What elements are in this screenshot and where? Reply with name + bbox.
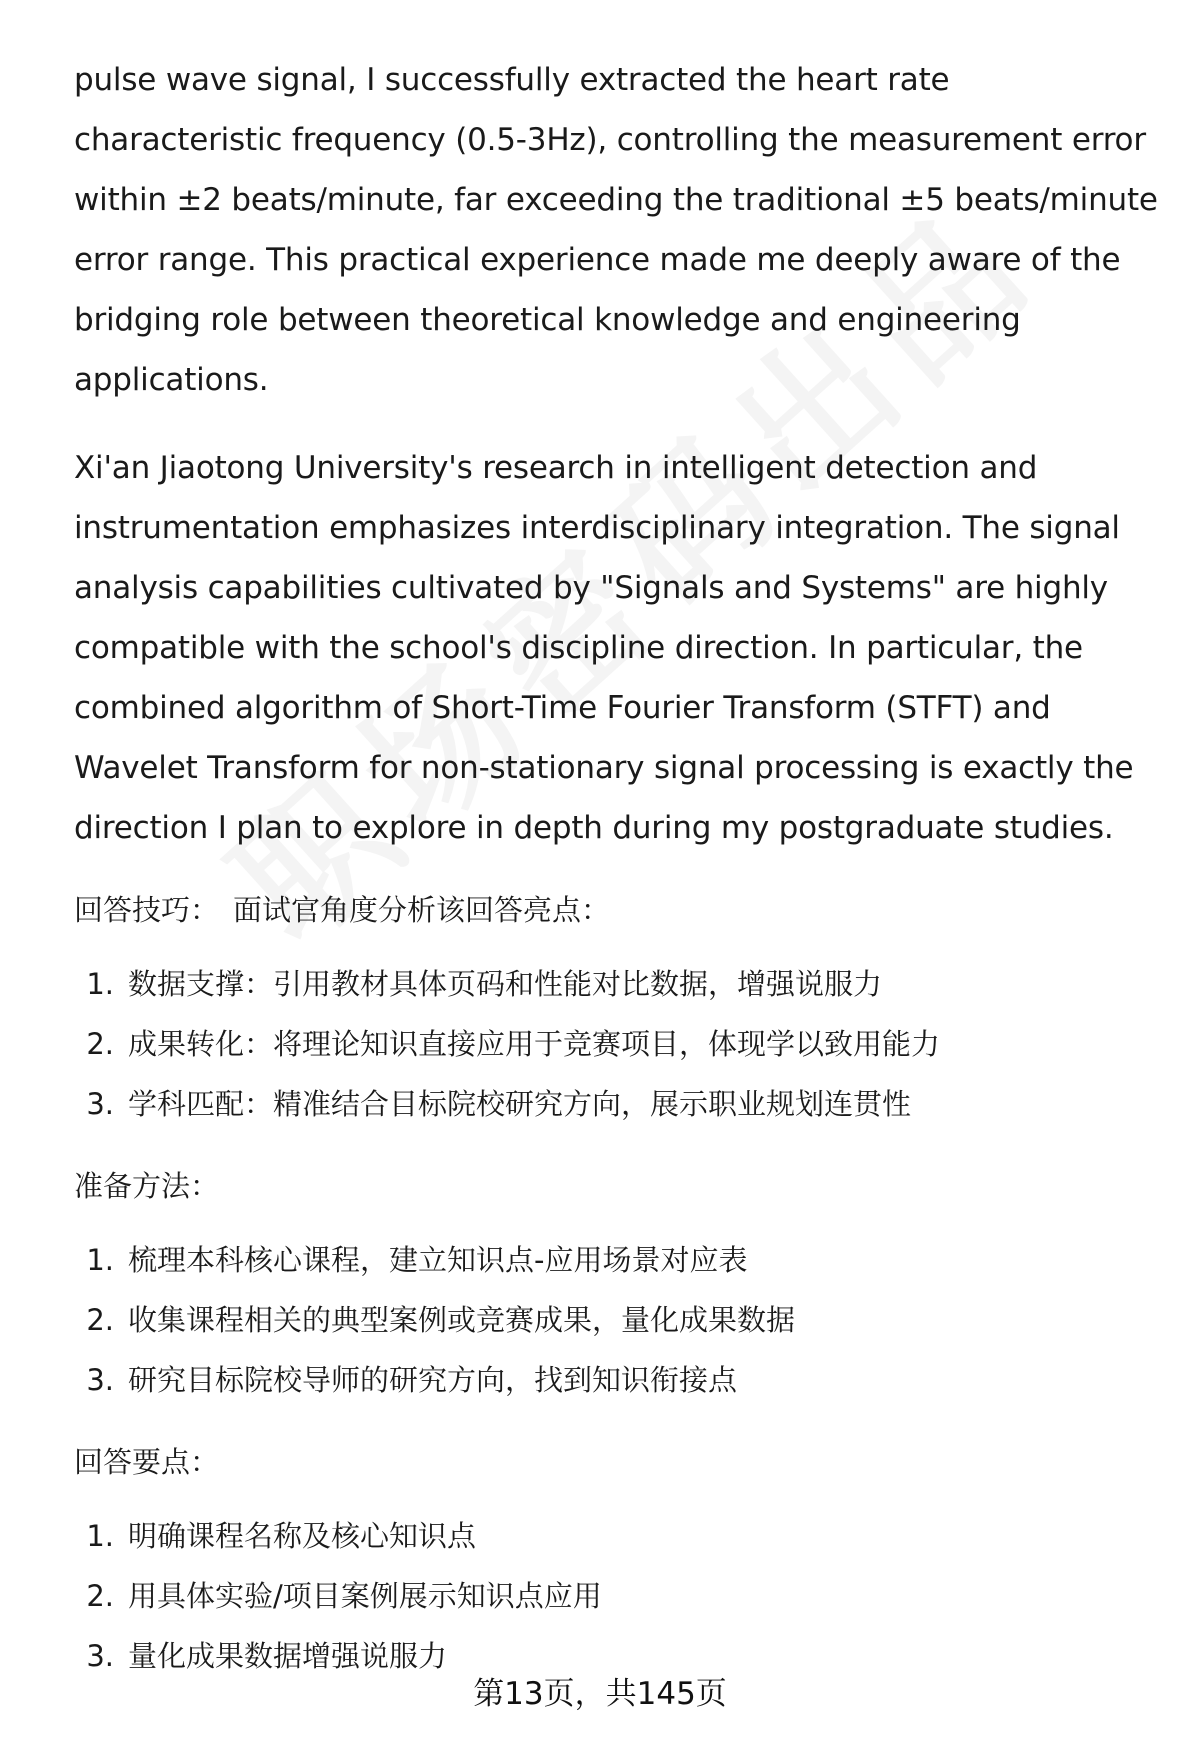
list-text: 学科匹配：精准结合目标院校研究方向，展示职业规划连贯性 <box>128 1087 912 1121</box>
points-heading: 回答要点： <box>74 1445 220 1479</box>
page-number: 第13页，共145页 <box>473 1676 727 1712</box>
list-text: 研究目标院校导师的研究方向，找到知识衔接点 <box>128 1363 738 1397</box>
list-number: 3. <box>86 1087 114 1121</box>
points-list <box>74 1506 1164 1686</box>
list-number: 1. <box>86 1519 114 1553</box>
body-paragraph: Xi'an Jiaotong University's research in intelligent detection and instrumentation emphasizes interdisciplinary integration. The signal analysis capabilities cultivated by "Signals and Systems" are highly compatible with the school's discipline direction. In particular, the combined algorithm of Short-Time Fourier Transform (STFT) and Wavelet Transform for non-stationary signal processing is exactly the direction I plan to explore in depth during my postgraduate studies. <box>74 450 1134 846</box>
list-text: 梳理本科核心课程，建立知识点-应用场景对应表 <box>128 1243 748 1277</box>
list-item <box>74 1074 1164 1134</box>
document-page <box>74 50 1164 1686</box>
body-paragraph: pulse wave signal, I successfully extracted the heart rate characteristic frequency (0.5-3Hz), controlling the measurement error within ±2 beats/minute, far exceeding the traditional ±5 beats/minute error range. This practical experience made me deeply aware of the bridging role between theoretical knowledge and engineering applications. <box>74 62 1158 398</box>
list-number: 1. <box>86 1243 114 1277</box>
list-number: 1. <box>86 967 114 1001</box>
list-item <box>74 1506 1164 1566</box>
list-text: 数据支撑：引用教材具体页码和性能对比数据，增强说服力 <box>128 967 883 1001</box>
list-number: 2. <box>86 1027 114 1061</box>
list-text: 量化成果数据增强说服力 <box>128 1639 448 1673</box>
list-item <box>74 1014 1164 1074</box>
list-number: 2. <box>86 1303 114 1337</box>
tips-subheading: 面试官角度分析该回答亮点： <box>233 893 611 927</box>
tips-list <box>74 954 1164 1134</box>
list-item <box>74 1230 1164 1290</box>
list-text: 用具体实验/项目案例展示知识点应用 <box>128 1579 602 1613</box>
tips-heading <box>74 888 1164 932</box>
list-number: 3. <box>86 1363 114 1397</box>
list-item <box>74 954 1164 1014</box>
prep-heading: 准备方法： <box>74 1169 220 1203</box>
list-item <box>74 1290 1164 1350</box>
list-item <box>74 1350 1164 1410</box>
list-item <box>74 1566 1164 1626</box>
list-text: 收集课程相关的典型案例或竞赛成果，量化成果数据 <box>128 1303 796 1337</box>
tips-heading-label: 回答技巧： <box>74 893 220 927</box>
list-number: 2. <box>86 1579 114 1613</box>
list-text: 成果转化：将理论知识直接应用于竞赛项目，体现学以致用能力 <box>128 1027 941 1061</box>
list-text: 明确课程名称及核心知识点 <box>128 1519 477 1553</box>
list-number: 3. <box>86 1639 114 1673</box>
prep-list <box>74 1230 1164 1410</box>
